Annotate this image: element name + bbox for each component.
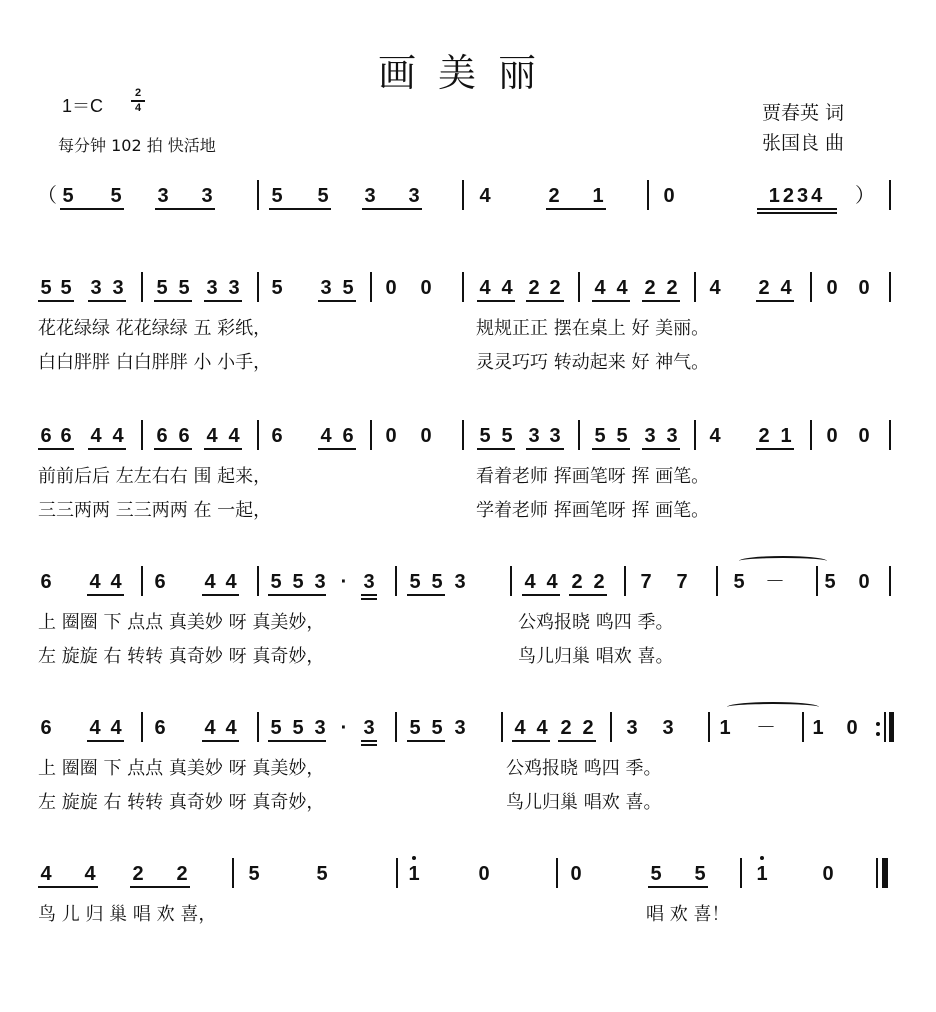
lyric-verse-2: 左 旋旋 右 转转 真奇妙 呀 真奇妙， [38,792,325,813]
note: 4 [90,425,102,447]
lyric-verse-1: 花花绿绿 花花绿绿 五 彩纸， [38,318,272,339]
time-signature-bottom: 4 [134,101,142,114]
note: 4 [524,571,536,593]
composer-credit: 张国良 曲 [762,132,845,154]
beam [648,886,708,888]
note: 6 [154,571,166,593]
note: 3 [363,571,375,593]
music-line-1 [0,276,936,312]
music-line-2 [0,424,936,460]
note: 4 [616,277,628,299]
note: 4 [228,425,240,447]
lyric-verse-2: 鸟儿归巢 唱欢 喜。 [506,792,662,813]
note: 4 [204,571,216,593]
beam [569,594,607,596]
beam [318,448,356,450]
lyric-verse-1: 公鸡报晓 鸣四 季。 [518,612,674,633]
note: 4 [89,571,101,593]
beam [407,740,445,742]
beam [38,448,74,450]
note: 5 [594,425,606,447]
bar-line [501,712,503,742]
note: 0 [858,571,870,593]
note: 5 [270,571,282,593]
bar-line [396,858,398,888]
tie [727,702,819,712]
repeat-bar-thick [889,712,894,742]
beam [407,594,445,596]
note: 1 [812,717,824,739]
bar-line [694,420,696,450]
note: 4 [514,717,526,739]
note: 3 [112,277,124,299]
tie [739,556,827,566]
note: 3 [662,717,674,739]
beam [87,594,124,596]
beam [361,740,377,742]
note: 5 [316,863,328,885]
time-signature [131,88,145,114]
note: 6 [154,717,166,739]
bar-line [889,420,891,450]
beam [202,594,239,596]
note: 6 [342,425,354,447]
beam [130,886,190,888]
beam [88,448,126,450]
note: 3 [157,185,169,207]
note: 0 [385,277,397,299]
beam [757,208,837,210]
note: 4 [225,571,237,593]
repeat-dot [876,722,880,726]
note: 7 [676,571,688,593]
note: 5 [271,185,283,207]
beam [269,208,331,210]
note: 4 [536,717,548,739]
beam [154,448,192,450]
note: 5 [431,717,443,739]
note: 4 [112,425,124,447]
note: 2 [582,717,594,739]
intro-close-paren: ） [855,185,875,207]
note: 5 [270,717,282,739]
note-dot: · [340,717,348,739]
note-group: 1234 [768,185,826,207]
bar-line [810,420,812,450]
note: 3 [666,425,678,447]
note: 4 [709,277,721,299]
page-title: 画美丽 [377,51,558,95]
bar-line [370,272,372,302]
bar-line [802,712,804,742]
note: 2 [666,277,678,299]
note: 6 [178,425,190,447]
bar-line [257,566,259,596]
beam [204,448,242,450]
beam [361,744,377,746]
note: 3 [626,717,638,739]
note: 3 [408,185,420,207]
tempo-marking: 每分钟 102 拍 快活地 [58,136,216,155]
note: 5 [317,185,329,207]
lyric-verse-2: 白白胖胖 白白胖胖 小 小手， [38,352,272,373]
note: 0 [570,863,582,885]
note: 0 [858,425,870,447]
beam [268,594,326,596]
note: 3 [549,425,561,447]
note: 5 [409,571,421,593]
beam [477,448,515,450]
bar-line [810,272,812,302]
bar-line [510,566,512,596]
bar-line [257,272,259,302]
note: 2 [571,571,583,593]
bar-line [232,858,234,888]
note: 5 [156,277,168,299]
note: 5 [271,277,283,299]
note: 0 [420,425,432,447]
note: 5 [616,425,628,447]
note: 1 [408,863,420,885]
note: 0 [663,185,675,207]
bar-line [141,566,143,596]
lyric-verse-1: 唱 欢 喜！ [646,904,730,925]
lyric-verse-2: 三三两两 三三两两 在 一起， [38,500,272,521]
bar-line [876,858,878,888]
note: 5 [110,185,122,207]
note: 5 [479,425,491,447]
note: 2 [132,863,144,885]
beam [642,300,680,302]
note: 5 [431,571,443,593]
note: 0 [846,717,858,739]
note: 2 [560,717,572,739]
bar-line [556,858,558,888]
bar-line [141,712,143,742]
bar-line [694,272,696,302]
lyric-verse-1: 鸟 儿 归 巢 唱 欢 喜， [38,904,217,925]
note: 5 [60,277,72,299]
beam [88,300,126,302]
note: 4 [546,571,558,593]
note: 3 [314,717,326,739]
lyric-verse-1: 前前后后 左左右右 围 起来， [38,466,272,487]
beam [526,300,564,302]
note: 4 [501,277,513,299]
bar-line [578,272,580,302]
beam [362,208,422,210]
bar-line [257,180,259,210]
note: 6 [40,717,52,739]
note: 5 [694,863,706,885]
note: 3 [228,277,240,299]
bar-line [141,272,143,302]
note: 4 [479,277,491,299]
beam [757,212,837,214]
note: 3 [206,277,218,299]
note: 3 [364,185,376,207]
note: 2 [644,277,656,299]
beam [642,448,680,450]
bar-line [740,858,742,888]
note: 5 [292,571,304,593]
bar-line [889,180,891,210]
note: 5 [824,571,836,593]
high-octave-dot [760,856,764,860]
bar-line [889,566,891,596]
beam [87,740,124,742]
note: 5 [650,863,662,885]
intro-line [0,184,936,220]
note: 1 [719,717,731,739]
beam [512,740,550,742]
note: 2 [593,571,605,593]
note: 4 [40,863,52,885]
note: 4 [320,425,332,447]
repeat-dot [876,732,880,736]
bar-line [257,712,259,742]
note: 0 [826,277,838,299]
beam [155,208,215,210]
beam [592,300,630,302]
music-line-4 [0,716,936,752]
note: 0 [420,277,432,299]
note: 1 [592,185,604,207]
key-signature: 1＝C [62,96,104,116]
note: 3 [314,571,326,593]
music-line-5 [0,862,936,898]
note: 0 [858,277,870,299]
lyric-verse-1: 看着老师 挥画笔呀 挥 画笔。 [476,466,710,487]
beam [38,300,74,302]
bar-line [708,712,710,742]
bar-line [462,420,464,450]
bar-line [395,712,397,742]
note: 3 [454,571,466,593]
lyric-verse-1: 公鸡报晓 鸣四 季。 [506,758,662,779]
note: 1 [780,425,792,447]
note: 4 [84,863,96,885]
final-bar-thick [882,858,888,888]
beam [318,300,356,302]
note: 5 [178,277,190,299]
time-signature-top: 2 [134,87,142,99]
note: 6 [156,425,168,447]
note: 5 [40,277,52,299]
note: 2 [176,863,188,885]
note: 4 [206,425,218,447]
note: 2 [549,277,561,299]
note: 3 [90,277,102,299]
beam [592,448,630,450]
note: 0 [385,425,397,447]
note: 4 [780,277,792,299]
bar-line [141,420,143,450]
beam [756,448,794,450]
note: 5 [292,717,304,739]
music-line-3 [0,570,936,606]
note: 2 [758,277,770,299]
note: 2 [548,185,560,207]
lyricist-credit: 贾春英 词 [762,102,845,124]
note: 2 [528,277,540,299]
note-extension: － [765,571,785,593]
lyric-verse-2: 左 旋旋 右 转转 真奇妙 呀 真奇妙， [38,646,325,667]
bar-line [370,420,372,450]
beam [546,208,606,210]
bar-line [462,180,464,210]
note: 3 [644,425,656,447]
lyric-verse-1: 规规正正 摆在桌上 好 美丽。 [476,318,710,339]
note: 5 [62,185,74,207]
note: 5 [501,425,513,447]
beam [268,740,326,742]
beam [558,740,596,742]
note: 3 [201,185,213,207]
note: 5 [409,717,421,739]
lyric-verse-1: 上 圈圈 下 点点 真美妙 呀 真美妙， [38,758,325,779]
note: 0 [822,863,834,885]
note: 3 [454,717,466,739]
beam [154,300,192,302]
bar-line [716,566,718,596]
beam [756,300,794,302]
note: 3 [363,717,375,739]
intro-open-paren: （ [37,185,57,207]
note: 4 [709,425,721,447]
note: 4 [110,717,122,739]
beam [361,598,377,600]
note: 7 [640,571,652,593]
beam [60,208,124,210]
beam [204,300,242,302]
bar-line [578,420,580,450]
note: 4 [479,185,491,207]
beam [202,740,239,742]
beam [522,594,560,596]
bar-line [647,180,649,210]
note: 4 [89,717,101,739]
note: 5 [733,571,745,593]
note: 4 [110,571,122,593]
note: 4 [204,717,216,739]
note-dot: · [340,571,348,593]
bar-line [395,566,397,596]
bar-line [816,566,818,596]
lyric-verse-2: 鸟儿归巢 唱欢 喜。 [518,646,674,667]
bar-line [610,712,612,742]
lyric-verse-1: 上 圈圈 下 点点 真美妙 呀 真美妙， [38,612,325,633]
note: 5 [342,277,354,299]
bar-line [624,566,626,596]
note: 4 [225,717,237,739]
bar-line [462,272,464,302]
lyric-verse-2: 灵灵巧巧 转动起来 好 神气。 [476,352,710,373]
note: 0 [478,863,490,885]
note: 3 [320,277,332,299]
bar-line [884,712,886,742]
beam [477,300,515,302]
note: 3 [528,425,540,447]
note: 6 [271,425,283,447]
note: 5 [248,863,260,885]
note: 1 [756,863,768,885]
beam [526,448,564,450]
note: 4 [594,277,606,299]
note: 6 [40,571,52,593]
note: 0 [826,425,838,447]
high-octave-dot [412,856,416,860]
note: 6 [60,425,72,447]
note-extension: － [756,717,776,739]
beam [38,886,98,888]
note: 6 [40,425,52,447]
beam [361,594,377,596]
note: 2 [758,425,770,447]
lyric-verse-2: 学着老师 挥画笔呀 挥 画笔。 [476,500,710,521]
bar-line [889,272,891,302]
bar-line [257,420,259,450]
